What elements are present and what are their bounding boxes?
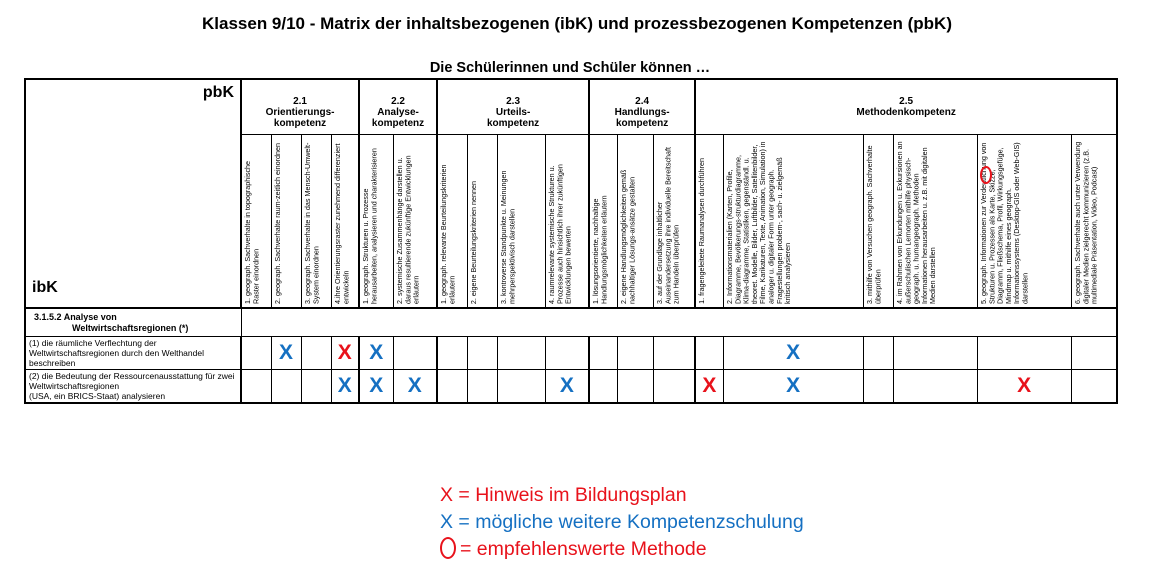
blue-x-mark: X [337,373,352,397]
matrix-cell [271,337,301,370]
skill-header-7 [437,135,467,309]
skill-header-12 [617,135,653,309]
blue-x-mark: X [369,340,384,364]
matrix-cell [545,370,589,404]
legend [440,482,804,563]
skill-text: 4. im Rahmen von Erkundungen u. Exkursionen an außerschulischen Lernorten mithilfe physisch-geograph. u. humangeograph. Methoden Informationen herausarbeiten u. z.B. mit digitalen Medien darstellen [894,141,937,304]
matrix-cell [723,370,863,404]
group-analysekompetenz [359,79,437,135]
group-name: Handlungs- kompetenz [614,107,670,129]
matrix-cell [653,370,695,404]
skill-text: 3. kontroverse Standpunkte u. Meinungen mehrperspektivisch darstellen [498,170,516,304]
section-code-title: 3.1.5.2 Analyse von [34,311,117,322]
skill-text: 3. geograph. Sachverhalte in das Mensch-Umwelt-System einordnen [302,142,320,304]
skill-text: 6. geograph. Sachverhalte auch unter Verwendung digitaler Medien zielgerecht kommunizieren (z.B. multimediale Präsentation, Video, Podcast) [1072,141,1099,304]
matrix-cell [589,370,617,404]
skill-header-2 [271,135,301,309]
matrix-subtitle: Die Schülerinnen und Schüler können … [429,60,711,76]
skill-text: 5. geograph. Informationen zur Verdeutlichung von Strukturen u. Prozessen als Karte, Skizze, Diagramm, Fließschema, Profil, Wirkungsgefüge, Mindmap u. mithilfe eines geograph. Informationssystems (Desktop-GIS oder Web-GIS) darstellen [978,142,1030,304]
skill-header-16 [863,135,893,309]
matrix-cell [393,337,437,370]
group-name: Urteils- kompetenz [486,107,540,129]
matrix-cell [653,337,695,370]
skill-header-14 [695,135,723,309]
row-label: (2) die Bedeutung der Ressourcenausstattung für zwei Weltwirtschaftsregionen (USA, ein BRICS-Staat) analysieren [25,370,241,404]
skill-header-10 [545,135,589,309]
matrix-cell [1071,370,1117,404]
skill-text: 4.ihre Orientierungsraster zunehmend differenziert entwickeln [332,143,350,304]
matrix-cell [1071,337,1117,370]
legend-blue-x: X = mögliche weitere Kompetenzschulung [440,511,804,533]
skill-header-15 [723,135,863,309]
pbk-axis-label: pbK [202,84,234,101]
matrix-cell [271,370,301,404]
ibk-axis-label: ibK [32,279,58,296]
skill-header-1 [241,135,271,309]
blue-x-mark: X [559,373,574,397]
skill-header-18 [977,135,1071,309]
skill-text: 1. geograph. relevante Beurteilungskriterien erläutern [439,164,457,304]
skill-header-3 [301,135,331,309]
skill-text: 2. eigene Beurteilungskriterien nennen [468,180,478,304]
matrix-cell [467,370,497,404]
group-methodenkompetenz [695,79,1117,135]
matrix-cell [893,370,977,404]
legend-oval-entry [440,536,804,563]
skill-header-8 [467,135,497,309]
skill-header-19 [1071,135,1117,309]
matrix-cell [545,337,589,370]
matrix-cell [893,337,977,370]
matrix-cell [497,337,545,370]
matrix-cell [695,337,723,370]
skill-header-4 [331,135,359,309]
skill-header-6 [393,135,437,309]
oval-icon [440,537,456,559]
group-handlungskompetenz [589,79,695,135]
row-label: (1) die räumliche Verflechtung der Weltwirtschaftsregionen durch den Welthandel beschreiben [25,337,241,370]
skill-header-5 [359,135,393,309]
skill-text: 1. lösungsorientierte, nachhaltige Handlungsmöglichkeiten erläutern [591,195,609,304]
matrix-cell [331,370,359,404]
matrix-cell [723,337,863,370]
skill-header-9 [497,135,545,309]
matrix-cell [241,370,271,404]
competence-matrix [24,78,1118,404]
group-name: Methodenkompetenz [856,107,956,118]
section-blank-cell [241,308,1117,337]
matrix-cell [695,370,723,404]
group-number: 2.3 [506,96,521,107]
red-x-mark: X [702,373,717,397]
matrix-cell [467,337,497,370]
group-number: 2.5 [899,96,914,107]
matrix-cell [331,337,359,370]
skill-text: 2. Informationsmaterialien (Karten, Profile, Diagramme, Bevölkerungs-strukturdiagramme, Klima-diagramme, Statistiken, gegenständl. u. theoret. Modelle, Bilder, Luftbilder, Satellitenbilder, Filme, Karikaturen, Texte, Animation, Simulation) in analoger u. digitaler Form unter geograph. Fragestellungen problem-, sach- u. zielgemäß kritisch analysieren [724,141,792,304]
blue-x-mark: X [786,340,801,364]
group-name: Analyse- kompetenz [371,107,425,129]
blue-x-mark: X [786,373,801,397]
skill-header-13 [653,135,695,309]
group-urteilskompetenz [437,79,589,135]
matrix-cell [437,337,467,370]
skill-text: 2. geograph. Sachverhalte raum-zeitlich einordnen [272,142,282,304]
matrix-cell [301,370,331,404]
group-name: Orientierungs- kompetenz [265,107,335,129]
matrix-cell [589,337,617,370]
matrix-cell [617,337,653,370]
skill-text: 3. auf der Grundlage inhaltlicher Auseinandersetzung ihre individuelle Bereitschaft zum Handeln überprüfen [654,146,681,304]
skill-text: 1. geograph. Strukturen u. Prozesse herausarbeiten, analysieren und charakterisieren [361,148,379,304]
skill-text: 3. mithilfe von Versuchen geograph. Sachverhalte überprüfen [864,145,882,304]
red-x-mark: X [1017,373,1032,397]
blue-x-mark: X [369,373,384,397]
page-title: Klassen 9/10 - Matrix der inhaltsbezogenen (ibK) und prozessbezogenen Kompetenzen (pbK) [202,14,952,33]
section-label [25,308,241,337]
matrix-cell [977,370,1071,404]
matrix-cell [977,337,1071,370]
matrix-cell [393,370,437,404]
group-number: 2.1 [293,96,307,107]
matrix-cell [863,370,893,404]
skill-text: 1. fragengeleitete Raumanalysen durchführen [697,158,707,304]
matrix-cell [301,337,331,370]
red-x-mark: X [337,340,352,364]
matrix-corner-cell [25,79,241,308]
matrix-cell [359,370,393,404]
matrix-cell [617,370,653,404]
legend-red-x: X = Hinweis im Bildungsplan [440,484,687,506]
section-subtitle: Weltwirtschaftsregionen (*) [72,322,189,333]
skill-header-11 [589,135,617,309]
group-number: 2.2 [391,96,405,107]
recommended-method-oval [980,166,992,184]
skill-header-17 [893,135,977,309]
table-row [25,337,1117,370]
matrix-cell [359,337,393,370]
legend-oval-text: = empfehlenswerte Methode [460,538,707,560]
matrix-cell [497,370,545,404]
skill-text: 2. systemische Zusammenhänge darstellen u. daraus resultierende zukünftige Entwicklungen erläutern [394,155,421,304]
skill-text: 2. eigene Handlungsmöglichkeiten gemäß nachhaltiger Lösungs-ansätze gestalten [618,169,636,304]
matrix-cell [241,337,271,370]
blue-x-mark: X [278,340,293,364]
group-orientierungskompetenz [241,79,359,135]
skill-text: 4. raumrelevante systemische Strukturen u. Prozesse auch hinsichtlich ihrer zukünftigen Entwicklungen bewerten [546,164,573,304]
group-number: 2.4 [635,96,650,107]
blue-x-mark: X [407,373,422,397]
skill-text: 1. geograph. Sachverhalte in topographische Raster einordnen [243,160,261,304]
matrix-cell [863,337,893,370]
table-row [25,370,1117,404]
matrix-cell [437,370,467,404]
